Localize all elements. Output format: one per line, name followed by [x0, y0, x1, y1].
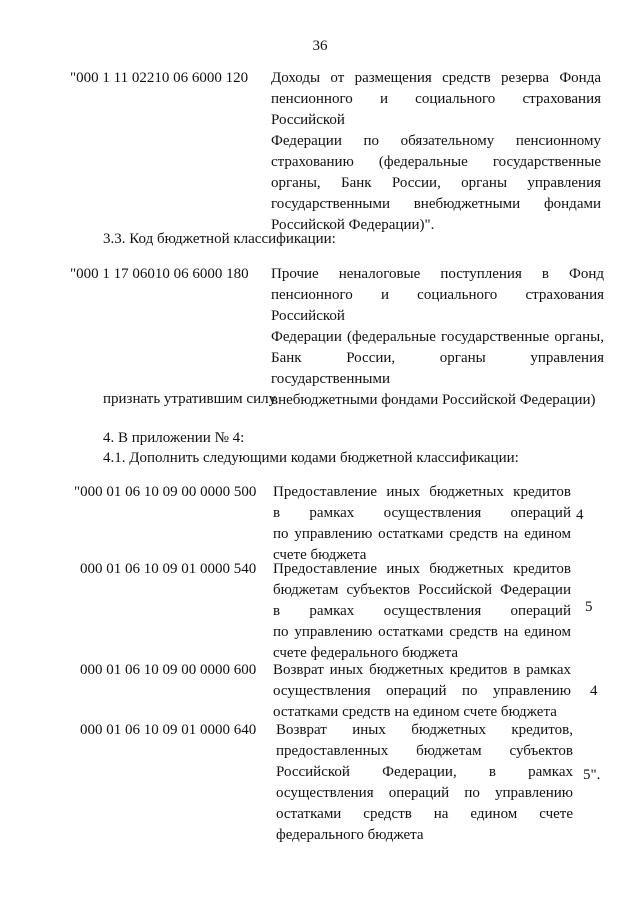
- description-line: Предоставление иных бюджетных кредитов: [273, 484, 571, 500]
- description-line: Предоставление иных бюджетных кредитов: [273, 561, 571, 577]
- description-line: по управлению остатками средств на едином: [273, 526, 571, 542]
- entry-code-2: 000 01 06 10 09 01 0000 540: [80, 561, 257, 577]
- section-4-1-heading: 4.1. Дополнить следующими кодами бюджетной классификации:: [103, 450, 519, 466]
- description-line: страхованию (федеральные государственные: [271, 154, 601, 170]
- description-line: счете федерального бюджета: [273, 645, 459, 661]
- entry-description-4: [276, 720, 573, 846]
- description-line: бюджетам субъектов Российской Федерации: [273, 582, 571, 598]
- description-line: внебюджетными фондами Российской Федерации): [271, 392, 596, 408]
- entry-description-3: [273, 660, 571, 723]
- description-line: в рамках осуществления операций: [273, 505, 571, 521]
- description-line: Российской Федерации)".: [271, 217, 435, 233]
- classification-code-1: "000 1 11 02210 06 6000 120: [70, 70, 249, 86]
- description-line: пенсионного и социального страхования Российской: [271, 287, 604, 324]
- description-line: по управлению остатками средств на едином: [273, 624, 571, 640]
- description-line: Банк России, органы управления государственными: [271, 350, 604, 387]
- description-line: государственными внебюджетными фондами: [271, 196, 601, 212]
- description-line: Возврат иных бюджетных кредитов в рамках: [273, 662, 571, 678]
- section-3-3-heading: 3.3. Код бюджетной классификации:: [103, 231, 336, 247]
- entry-description-2: [273, 559, 571, 664]
- description-line: органы, Банк России, органы управления: [271, 175, 601, 191]
- description-line: Возврат иных бюджетных кредитов,: [276, 722, 573, 738]
- description-line: Федерации (федеральные государственные органы,: [271, 329, 604, 345]
- description-line: федерального бюджета: [276, 827, 424, 843]
- entry-code-1: "000 01 06 10 09 00 0000 500: [74, 484, 257, 500]
- description-line: Российской Федерации, в рамках: [276, 764, 573, 780]
- entry-code-3: 000 01 06 10 09 00 0000 600: [80, 662, 257, 678]
- description-line: пенсионного и социального страхования Российской: [271, 91, 601, 128]
- description-line: Федерации по обязательному пенсионному: [271, 133, 601, 149]
- description-line: осуществления операций по управлению: [273, 683, 571, 699]
- entry-value-2: 5: [585, 599, 593, 615]
- description-line: осуществления операций по управлению: [276, 785, 573, 801]
- description-line: Прочие неналоговые поступления в Фонд: [271, 266, 604, 282]
- entry-value-4: 5".: [583, 767, 601, 783]
- classification-description-2: [271, 264, 604, 411]
- description-line: в рамках осуществления операций: [273, 603, 571, 619]
- entry-code-4: 000 01 06 10 09 01 0000 640: [80, 722, 257, 738]
- description-line: Доходы от размещения средств резерва Фонда: [271, 70, 601, 86]
- entry-description-1: [273, 482, 571, 566]
- description-line: предоставленных бюджетам субъектов: [276, 743, 573, 759]
- entry-value-3: 4: [590, 683, 598, 699]
- classification-code-2: "000 1 17 06010 06 6000 180: [70, 266, 249, 282]
- section-4-heading: 4. В приложении № 4:: [103, 430, 245, 446]
- description-line: счете бюджета: [273, 547, 367, 563]
- description-line: остатками средств на едином счете бюджета: [273, 704, 557, 720]
- invalidate-text: признать утратившим силу.: [103, 391, 279, 407]
- entry-value-1: 4: [576, 507, 584, 523]
- page-number: 36: [312, 38, 328, 54]
- description-line: остатками средств на едином счете: [276, 806, 573, 822]
- classification-description-1: [271, 68, 601, 236]
